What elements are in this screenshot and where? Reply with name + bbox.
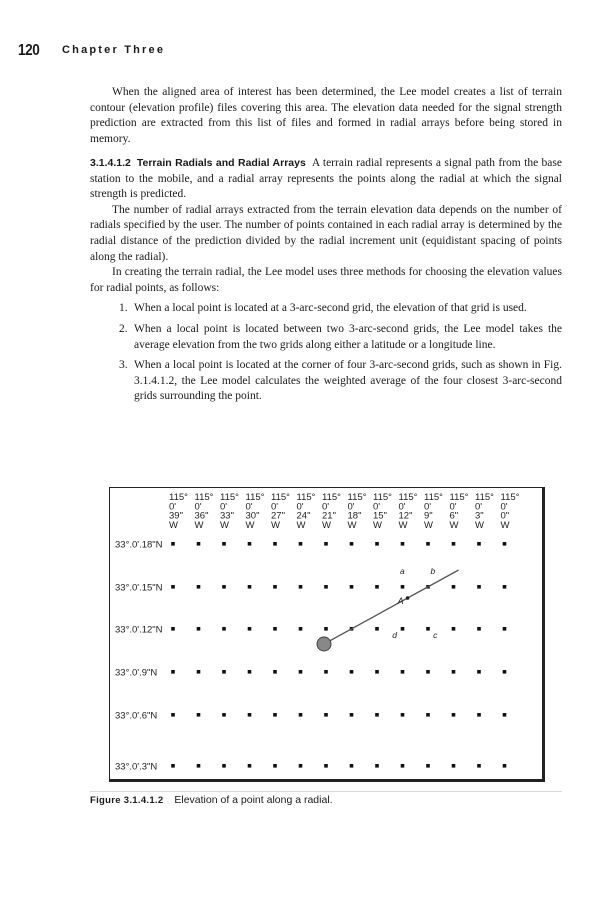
grid-point (171, 764, 175, 768)
grid-point (299, 670, 303, 674)
section-body (90, 156, 562, 410)
longitude-label-dir: W (373, 519, 382, 531)
grid-point (222, 713, 226, 717)
latitude-label: 33°.0'.18"N (115, 539, 163, 551)
grid-point (503, 542, 507, 546)
grid-point (477, 670, 481, 674)
longitude-label-sec: 6" (449, 510, 459, 522)
grid-point (299, 713, 303, 717)
latitude-label: 33°.0'.3"N (115, 761, 158, 773)
caption-text: Elevation of a point along a radial. (174, 794, 333, 806)
longitude-label-sec: 36" (194, 510, 209, 522)
grid-point (197, 670, 201, 674)
grid-point (477, 542, 481, 546)
body-text (90, 85, 562, 147)
grid-point (324, 670, 328, 674)
longitude-label-min: 0' (322, 501, 330, 513)
longitude-label-min: 0' (169, 501, 177, 513)
grid-point (248, 713, 252, 717)
latitude-label: 33°.0'.9"N (115, 667, 158, 679)
grid-point (350, 585, 354, 589)
caption-label: Figure 3.1.4.1.2 (90, 795, 164, 806)
point-A-marker (406, 596, 410, 600)
grid-point (248, 764, 252, 768)
latitude-label: 33°.0'.6"N (115, 710, 158, 722)
grid-point (426, 670, 430, 674)
longitude-label-deg: 115° (398, 492, 418, 503)
grid-point (375, 585, 379, 589)
list-item: 3. When a local point is located at the corner of four 3-arc-second grids, such as shown in Fig. 3.1.4.1.2, the Lee model calculates the weighted average of the four closest 3-arc-second grids surrounding the point. (119, 359, 562, 403)
grid-point (171, 627, 175, 631)
page-number: 120 (18, 42, 40, 59)
grid-point (273, 713, 277, 717)
longitude-label-deg: 115° (220, 492, 239, 503)
grid-point (222, 670, 226, 674)
longitude-label-sec: 0" (500, 510, 510, 522)
longitude-label-min: 0' (398, 501, 406, 513)
paragraph-radial-count: The number of radial arrays extracted from the terrain elevation data depends on the number of radials specified by the user. The number of points contained in each radial array is determined by the radial distance of the prediction divided by the radial increment unit (equidistant spacing of points along the radial). (90, 203, 562, 263)
longitude-label-sec: 12" (398, 510, 413, 522)
grid-point (222, 627, 226, 631)
longitude-label-min: 0' (296, 501, 304, 513)
grid-point (375, 670, 379, 674)
longitude-label-dir: W (194, 519, 204, 531)
grid-point (452, 627, 456, 631)
grid-point (350, 542, 354, 546)
longitude-label-dir: W (271, 519, 280, 531)
paragraph-methods-intro: In creating the terrain radial, the Lee model uses three methods for choosing the elevation values for radial points, as follows: (90, 266, 562, 294)
longitude-label-sec: 3" (475, 510, 484, 522)
longitude-label-dir: W (424, 519, 433, 531)
grid-point (401, 627, 405, 631)
longitude-label-dir: W (347, 519, 357, 531)
section-paragraph (90, 156, 562, 203)
longitude-label-dir: W (500, 519, 510, 531)
point-label-a: a (399, 566, 405, 576)
longitude-label-min: 0' (475, 501, 483, 513)
grid-point (350, 713, 354, 717)
grid-point (401, 585, 405, 589)
longitude-label-dir: W (245, 519, 255, 531)
grid-point (401, 670, 405, 674)
grid-point (426, 542, 430, 546)
grid-point (299, 764, 303, 768)
radial-line (324, 570, 459, 644)
longitude-label-deg: 115° (500, 492, 520, 503)
longitude-label-deg: 115° (322, 492, 341, 503)
grid-point (273, 627, 277, 631)
grid-point (248, 627, 252, 631)
grid-point (197, 542, 201, 546)
longitude-label-min: 0' (449, 501, 457, 513)
longitude-label-min: 0' (424, 501, 432, 513)
grid-point (222, 764, 226, 768)
grid-point (452, 713, 456, 717)
base-station-marker (317, 637, 331, 651)
grid-point (273, 670, 277, 674)
grid-point (477, 764, 481, 768)
grid-point (273, 764, 277, 768)
point-label-b: b (430, 566, 436, 576)
longitude-label-sec: 9" (424, 510, 433, 522)
grid-point (248, 585, 252, 589)
grid-point (477, 627, 481, 631)
grid-point (452, 670, 456, 674)
longitude-label-deg: 115° (194, 492, 214, 503)
grid-point (171, 542, 175, 546)
grid-point (503, 713, 507, 717)
longitude-label-sec: 27" (271, 510, 285, 522)
latitude-label: 33°.0'.12"N (115, 624, 163, 636)
grid-point (222, 585, 226, 589)
grid-svg (110, 488, 542, 779)
grid-point (401, 764, 405, 768)
grid-point (350, 670, 354, 674)
longitude-label-dir: W (322, 519, 331, 531)
longitude-label-deg: 115° (169, 492, 188, 503)
longitude-label-dir: W (169, 519, 178, 531)
section-number: 3.1.4.1.2 (90, 157, 131, 169)
grid-point (197, 713, 201, 717)
grid-point (401, 542, 405, 546)
longitude-label-min: 0' (220, 501, 228, 513)
longitude-label-dir: W (398, 519, 408, 531)
longitude-label-dir: W (475, 519, 484, 531)
point-label-d: d (392, 630, 398, 640)
longitude-label-deg: 115° (475, 492, 494, 503)
point-label-c: c (433, 630, 438, 640)
grid-point (503, 764, 507, 768)
grid-point (273, 585, 277, 589)
longitude-label-min: 0' (245, 501, 253, 513)
longitude-label-sec: 30" (245, 510, 260, 522)
grid-point (503, 670, 507, 674)
grid-point (426, 627, 430, 631)
longitude-label-min: 0' (271, 501, 279, 513)
latitude-label: 33°.0'.15"N (115, 582, 163, 594)
grid-point (452, 585, 456, 589)
grid-point (171, 585, 175, 589)
longitude-label-dir: W (449, 519, 459, 531)
grid-point (375, 627, 379, 631)
grid-point (299, 542, 303, 546)
grid-point (375, 764, 379, 768)
grid-point (324, 627, 328, 631)
longitude-label-min: 0' (194, 501, 202, 513)
grid-point (375, 542, 379, 546)
grid-point (426, 713, 430, 717)
chapter-title: Chapter Three (62, 44, 166, 56)
paragraph-intro: When the aligned area of interest has been determined, the Lee model creates a list of terrain contour (elevation profile) files covering this area. The elevation data needed for the signal strength prediction are extracted from this list of files and formed in radial arrays before being stored in memory. (90, 86, 562, 145)
longitude-label-deg: 115° (347, 492, 367, 503)
grid-point (222, 542, 226, 546)
grid-point (171, 713, 175, 717)
grid-point (197, 585, 201, 589)
grid-point (324, 764, 328, 768)
figure-caption (90, 794, 333, 806)
grid-point (503, 585, 507, 589)
grid-point (477, 585, 481, 589)
grid-point (299, 585, 303, 589)
grid-point (171, 670, 175, 674)
longitude-label-deg: 115° (296, 492, 316, 503)
longitude-label-dir: W (220, 519, 229, 531)
grid-point (350, 764, 354, 768)
grid-point (248, 542, 252, 546)
list-item: 1. When a local point is located at a 3-arc-second grid, the elevation of that grid is used. (119, 302, 527, 315)
longitude-label-deg: 115° (449, 492, 469, 503)
grid-point (324, 713, 328, 717)
methods-list (90, 301, 562, 405)
caption-rule (90, 791, 562, 792)
longitude-label-deg: 115° (424, 492, 443, 503)
grid-point (248, 670, 252, 674)
longitude-label-min: 0' (347, 501, 355, 513)
grid-point (299, 627, 303, 631)
grid-point (452, 542, 456, 546)
longitude-label-deg: 115° (245, 492, 265, 503)
figure-grid-diagram (109, 487, 545, 782)
point-label-A: A (397, 596, 404, 607)
grid-point (503, 627, 507, 631)
grid-point (324, 585, 328, 589)
grid-point (477, 713, 481, 717)
longitude-label-sec: 33" (220, 510, 234, 522)
grid-point (452, 764, 456, 768)
longitude-label-deg: 115° (271, 492, 290, 503)
paragraph-radial-def: A terrain radial represents a signal path from the base station to the mobile, and a radial array represents the points along the radial at which the signal strength is predicted. (90, 157, 562, 201)
longitude-label-sec: 21" (322, 510, 336, 522)
longitude-label-sec: 18" (347, 510, 362, 522)
grid-point (401, 713, 405, 717)
longitude-label-sec: 24" (296, 510, 311, 522)
section-title: Terrain Radials and Radial Arrays (136, 157, 306, 169)
grid-point (324, 542, 328, 546)
longitude-label-min: 0' (373, 501, 381, 513)
list-item: 2. When a local point is located between two 3-arc-second grids, the Lee model takes the average elevation from the two grids along either a latitude or a longitude line. (119, 322, 562, 351)
longitude-label-dir: W (296, 519, 306, 531)
grid-point (197, 627, 201, 631)
grid-point (197, 764, 201, 768)
longitude-label-sec: 15" (373, 510, 387, 522)
grid-point (426, 764, 430, 768)
grid-point (375, 713, 379, 717)
longitude-label-min: 0' (500, 501, 508, 513)
grid-point (273, 542, 277, 546)
longitude-label-sec: 39" (169, 510, 183, 522)
longitude-label-deg: 115° (373, 492, 392, 503)
